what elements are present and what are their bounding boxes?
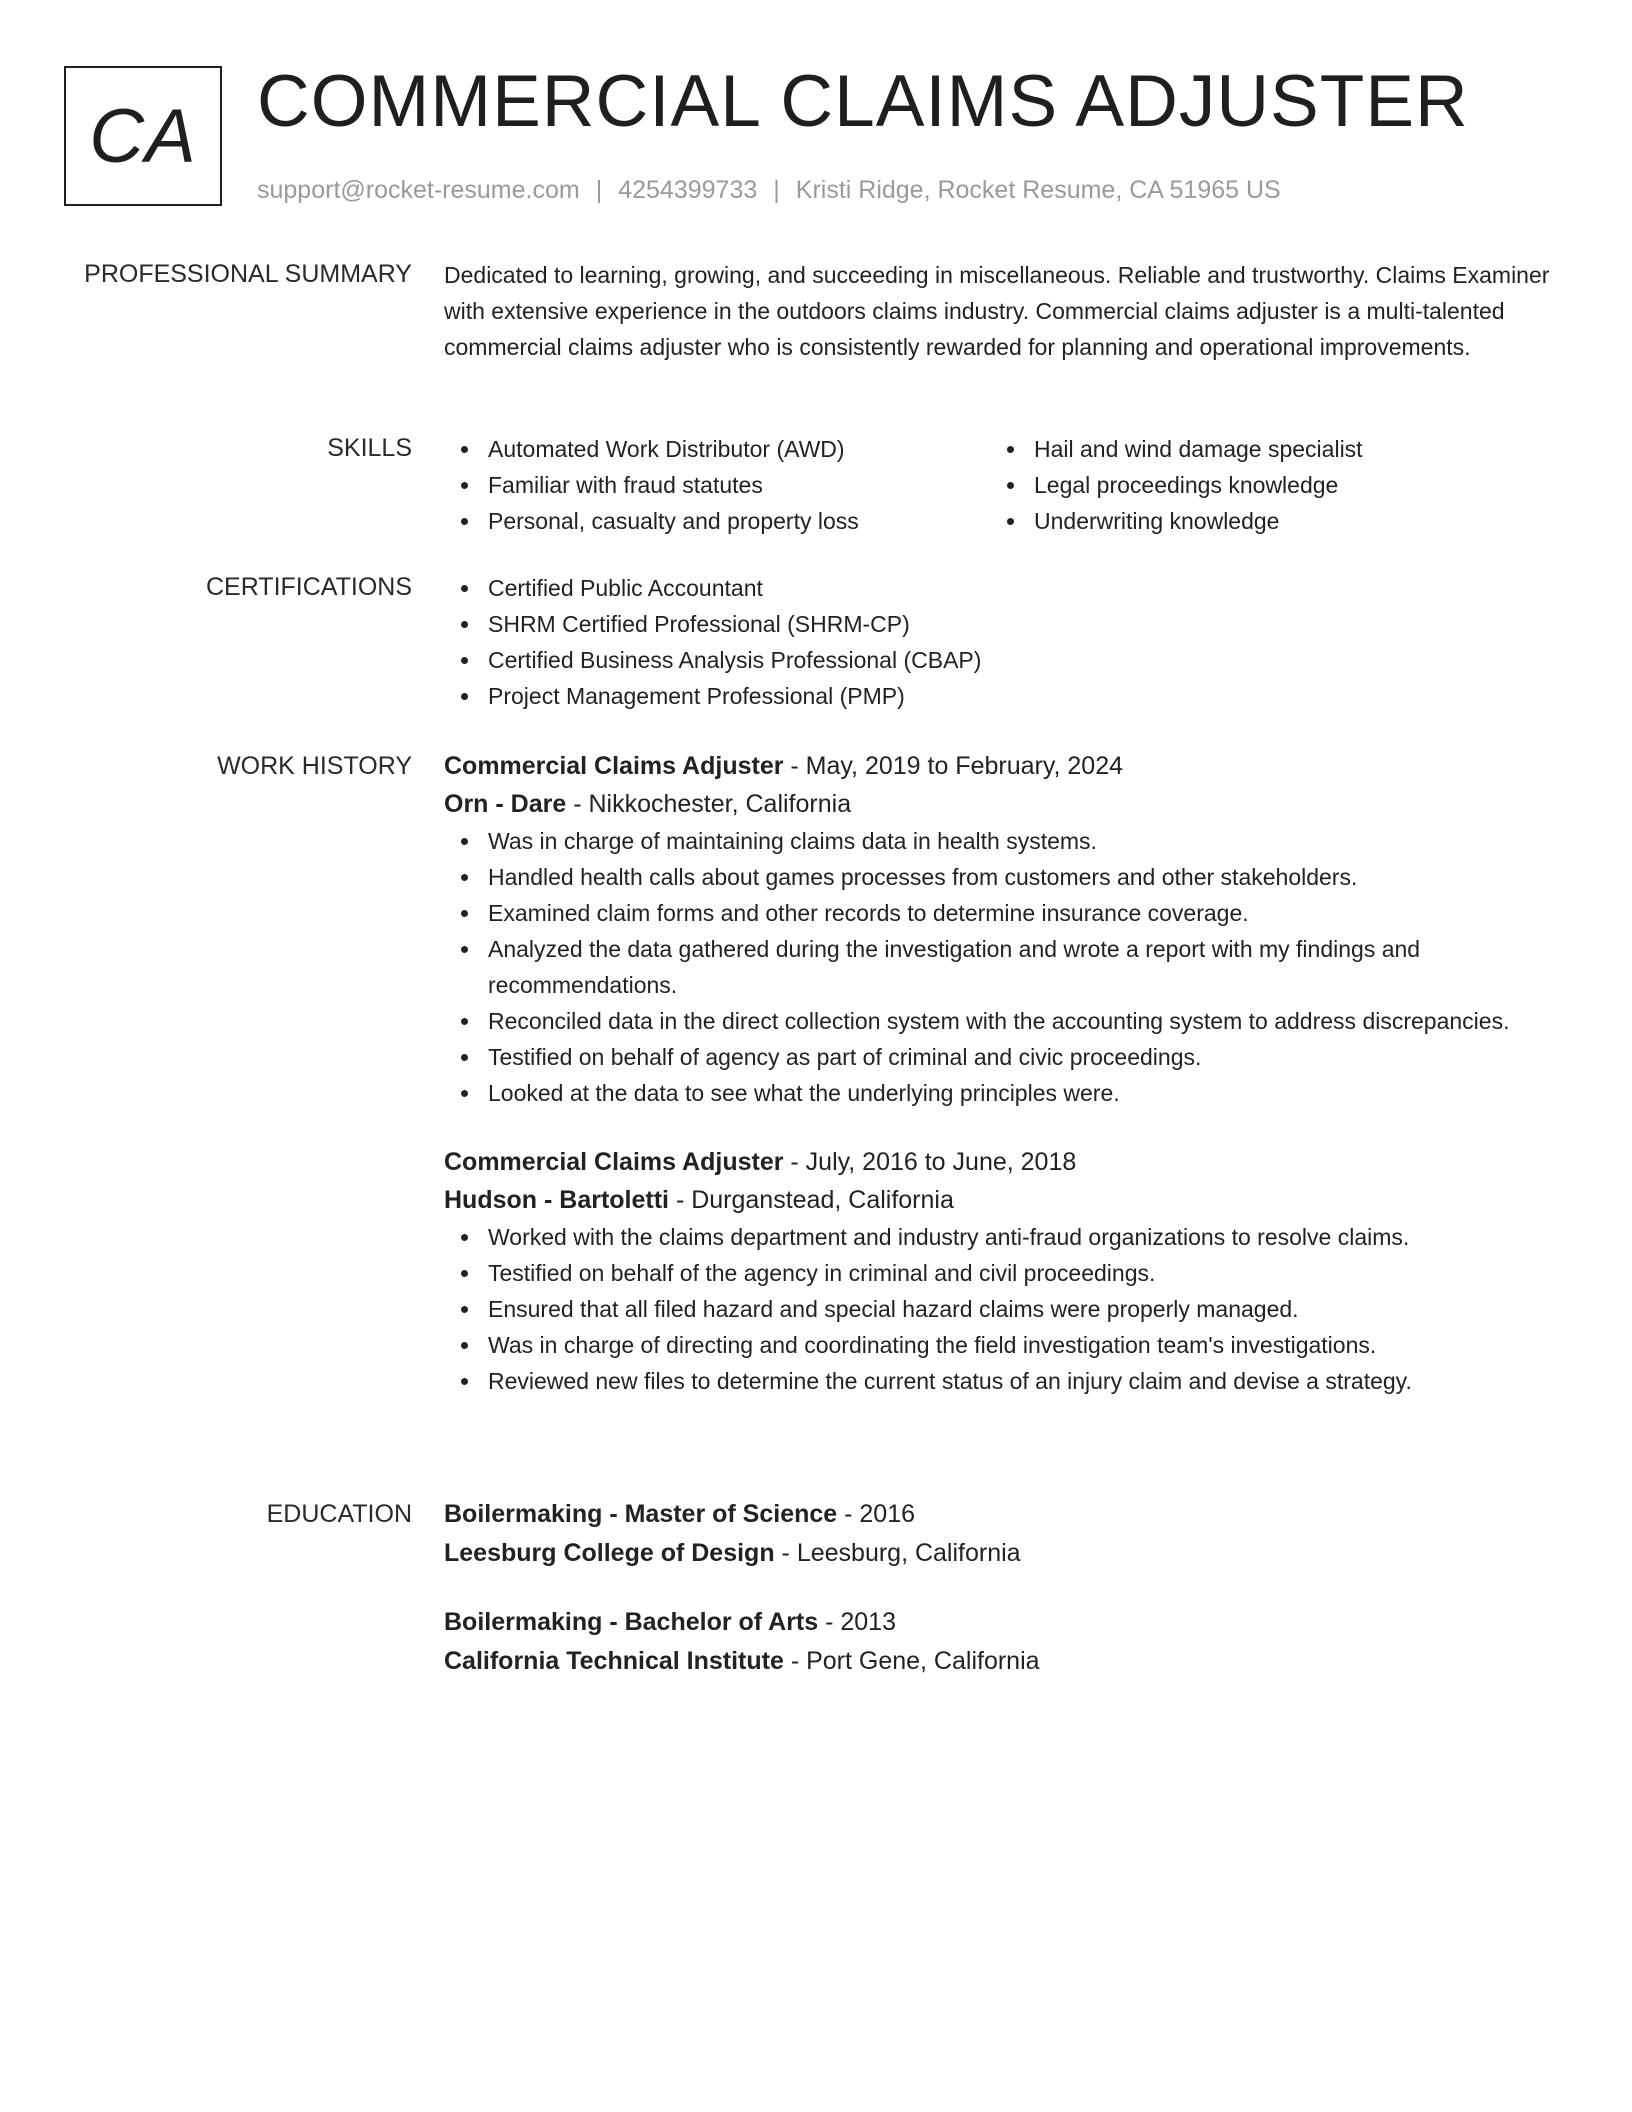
job-duties-list: [444, 823, 1564, 1111]
certifications-list: [444, 570, 1564, 714]
skill-item: Personal, casualty and property loss: [444, 503, 990, 539]
work-history-title: WORK HISTORY: [217, 752, 412, 780]
contact-line: [257, 174, 1281, 206]
education-degree-line: [444, 1603, 1564, 1642]
job-duty: Ensured that all filed hazard and special hazard claims were properly managed.: [444, 1291, 1564, 1327]
skills-section: [444, 431, 1564, 539]
summary-section: [444, 257, 1564, 365]
skills-list-right: [990, 431, 1536, 539]
summary-text: Dedicated to learning, growing, and succeeding in miscellaneous. Reliable and trustworthy. Claims Examiner with extensive experience in the outdoors claims industry. Commercial claims adjuster is a multi-talented commercial claims adjuster who is consistently rewarded for planning and operational improvements.: [444, 262, 1550, 360]
education-year: - 2013: [818, 1608, 896, 1636]
education-school-line: [444, 1534, 1564, 1573]
contact-email: support@rocket-resume.com: [257, 176, 580, 204]
job-duty: Was in charge of maintaining claims data in health systems.: [444, 823, 1564, 859]
job-entry: [444, 1143, 1564, 1399]
education-degree-line: [444, 1495, 1564, 1534]
work-history-section: [444, 747, 1564, 1399]
skills-list-left: [444, 431, 990, 539]
skill-item: Legal proceedings knowledge: [990, 467, 1536, 503]
job-company-line: [444, 1181, 1564, 1219]
education-section: [444, 1495, 1564, 1681]
job-company: Hudson - Bartoletti: [444, 1186, 669, 1214]
job-duty: Testified on behalf of agency as part of criminal and civic proceedings.: [444, 1039, 1564, 1075]
job-dates: - May, 2019 to February, 2024: [783, 752, 1123, 780]
job-role: Commercial Claims Adjuster: [444, 752, 784, 780]
job-location: - Durganstead, California: [669, 1186, 954, 1214]
job-dates: - July, 2016 to June, 2018: [783, 1148, 1077, 1176]
job-entry: [444, 747, 1564, 1111]
monogram-box: [64, 66, 222, 206]
contact-separator: |: [773, 176, 780, 204]
monogram-initials: CA: [89, 93, 197, 179]
certification-item: Certified Public Accountant: [444, 570, 1564, 606]
education-degree: Boilermaking - Master of Science: [444, 1500, 838, 1528]
job-role: Commercial Claims Adjuster: [444, 1148, 784, 1176]
skill-item: Familiar with fraud statutes: [444, 467, 990, 503]
job-duty: Handled health calls about games processes from customers and other stakeholders.: [444, 859, 1564, 895]
job-duty: Testified on behalf of the agency in criminal and civil proceedings.: [444, 1255, 1564, 1291]
education-entry: [444, 1603, 1564, 1681]
education-location: - Port Gene, California: [783, 1647, 1040, 1675]
certification-item: Certified Business Analysis Professional (CBAP): [444, 642, 1564, 678]
candidate-name: COMMERCIAL CLAIMS ADJUSTER: [257, 61, 1469, 142]
job-company: Orn - Dare: [444, 790, 567, 818]
job-duty: Analyzed the data gathered during the investigation and wrote a report with my findings and recommendations.: [444, 931, 1564, 1003]
job-duty: Examined claim forms and other records to determine insurance coverage.: [444, 895, 1564, 931]
job-duty: Reviewed new files to determine the current status of an injury claim and devise a strategy.: [444, 1363, 1564, 1399]
contact-separator: |: [595, 176, 603, 204]
certification-item: Project Management Professional (PMP): [444, 678, 1564, 714]
education-title: EDUCATION: [266, 1500, 412, 1528]
certifications-section: [444, 570, 1564, 714]
job-duty: Worked with the claims department and industry anti-fraud organizations to resolve claims.: [444, 1219, 1564, 1255]
job-duties-list: [444, 1219, 1564, 1399]
contact-phone: 4254399733: [618, 176, 758, 204]
summary-title: PROFESSIONAL SUMMARY: [84, 260, 412, 288]
skill-item: Underwriting knowledge: [990, 503, 1536, 539]
certifications-title: CERTIFICATIONS: [205, 573, 412, 601]
job-title-line: [444, 747, 1564, 785]
job-company-line: [444, 785, 1564, 823]
job-duty: Was in charge of directing and coordinating the field investigation team's investigations.: [444, 1327, 1564, 1363]
education-location: - Leesburg, California: [774, 1539, 1021, 1567]
education-school: California Technical Institute: [444, 1647, 784, 1675]
skill-item: Hail and wind damage specialist: [990, 431, 1536, 467]
job-location: - Nikkochester, California: [566, 790, 852, 818]
education-degree: Boilermaking - Bachelor of Arts: [444, 1608, 819, 1636]
skill-item: Automated Work Distributor (AWD): [444, 431, 990, 467]
skills-title: SKILLS: [327, 434, 412, 462]
education-entry: [444, 1495, 1564, 1573]
education-year: - 2016: [837, 1500, 916, 1528]
certification-item: SHRM Certified Professional (SHRM-CP): [444, 606, 1564, 642]
education-school: Leesburg College of Design: [444, 1539, 775, 1567]
education-school-line: [444, 1642, 1564, 1681]
job-title-line: [444, 1143, 1564, 1181]
job-duty: Reconciled data in the direct collection system with the accounting system to address discrepancies.: [444, 1003, 1564, 1039]
job-duty: Looked at the data to see what the underlying principles were.: [444, 1075, 1564, 1111]
contact-address: Kristi Ridge, Rocket Resume, CA 51965 US: [795, 176, 1281, 204]
